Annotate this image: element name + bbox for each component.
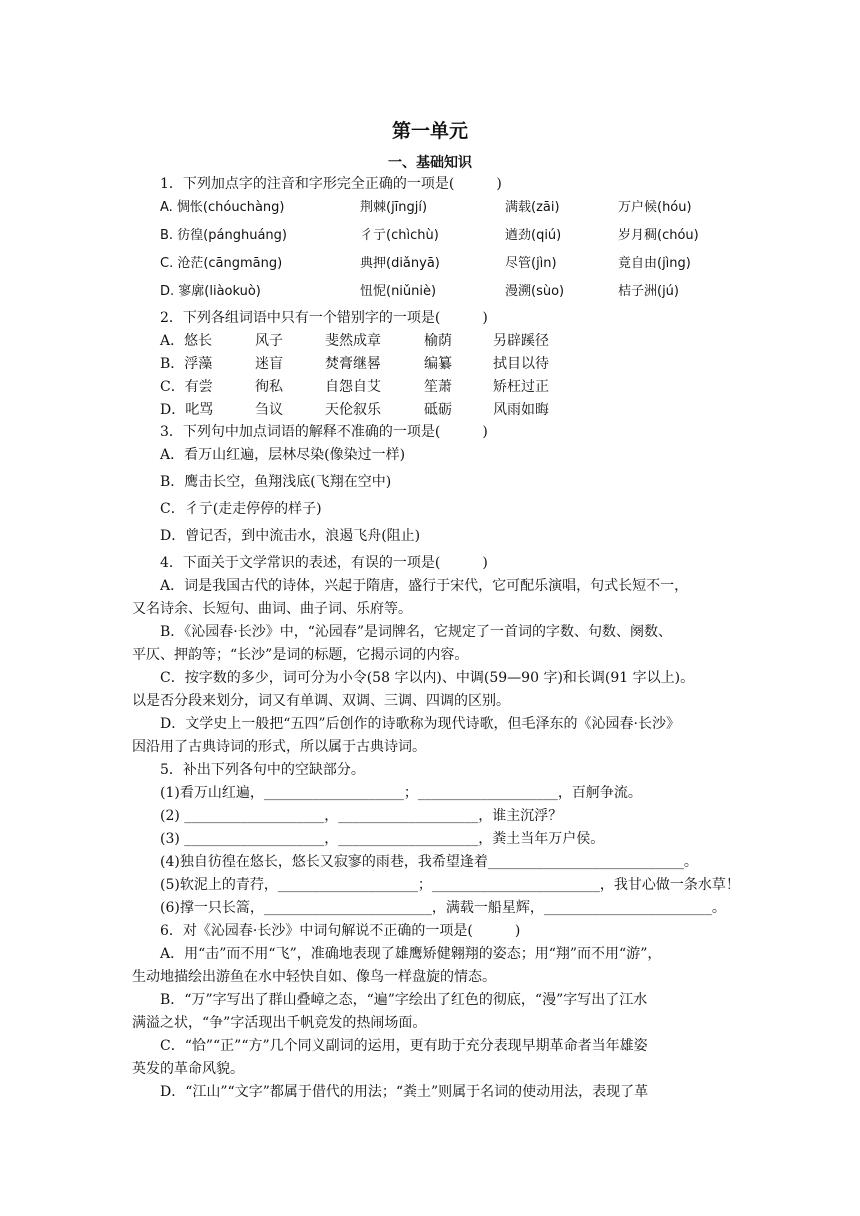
q3-option-c: C．彳亍(走走停停的样子) — [160, 501, 322, 517]
q4-option-d-line1: D．文学史上一般把“五四”后创作的诗歌称为现代诗歌，但毛泽东的《沁园春·长沙》 — [160, 716, 680, 732]
q4-option-a-line1: A．词是我国古代的诗体，兴起于隋唐，盛行于宋代，它可配乐演唱，句式长短不一， — [160, 578, 689, 594]
q3-option-a: A．看万山红遍，层林尽染(像染过一样) — [160, 447, 406, 463]
q6-option-a-line2: 生动地描绘出游鱼在水中轻快自如、像鸟一样盘旋的情态。 — [132, 969, 496, 985]
q4-option-b-line2: 平仄、押韵等；“长沙”是词的标题，它揭示词的内容。 — [132, 647, 469, 663]
q3-option-b: B．鹰击长空，鱼翔浅底(飞翔在空中) — [160, 474, 392, 490]
q6-option-c-line2: 英发的革命风貌。 — [132, 1061, 244, 1077]
q1-option-d: D. 寥廓(liàokuò) — [160, 284, 261, 299]
section-heading: 一、基础知识 — [388, 155, 472, 171]
q1-option-d-word4: 桔子洲(jú) — [618, 284, 679, 299]
q2-a-4: 榆荫 — [424, 333, 452, 349]
q4-option-c-line2: 以是否分段来划分，词又有单调、双调、三调、四调的区别。 — [132, 693, 510, 709]
q1-option-c-word2: 典押(diǎnyā) — [360, 256, 440, 271]
q1-option-c-word4: 竟自由(jìng) — [618, 256, 691, 271]
q6-option-b-line1: B．“万”字写出了群山叠嶂之态，“遍”字绘出了红色的彻底，“漫”字写出了江水 — [160, 992, 648, 1008]
q1-option-b-word3: 遒劲(qiú) — [505, 228, 562, 243]
q4-option-d-line2: 因沿用了古典诗词的形式，所以属于古典诗词。 — [132, 739, 426, 755]
q5-item-2: (2) ____________________，____________________，谁主沉浮？ — [160, 808, 563, 824]
q2-a-3: 斐然成章 — [325, 333, 381, 349]
q2-b-1: B．浮藻 — [160, 356, 213, 372]
q5-item-4: (4)独自彷徨在悠长，悠长又寂寥的雨巷，我希望逢着____________________________。 — [160, 854, 698, 870]
page-title: 第一单元 — [391, 120, 468, 142]
q2-d-1: D．叱骂 — [160, 402, 214, 418]
q1-option-d-word3: 漫溯(sùo) — [505, 284, 565, 299]
question-1-stem: 1．下列加点字的注音和字形完全正确的一项是( ) — [160, 176, 502, 192]
q1-option-d-word2: 忸怩(niǔniè) — [360, 284, 437, 299]
q5-item-3: (3) ____________________，____________________，粪土当年万户侯。 — [160, 831, 605, 847]
question-5-stem: 5．补出下列各句中的空缺部分。 — [160, 762, 365, 778]
q3-option-d: D．曾记否，到中流击水，浪遏飞舟(阻止) — [160, 528, 421, 544]
q2-b-2: 迷盲 — [255, 356, 283, 372]
q4-option-a-line2: 又名诗余、长短句、曲词、曲子词、乐府等。 — [132, 601, 412, 617]
q6-option-a-line1: A．用“击”而不用“飞”，准确地表现了雄鹰矫健翱翔的姿态；用“翔”而不用“游”， — [160, 946, 662, 962]
q1-option-b: B. 彷徨(pánghuáng) — [160, 228, 287, 243]
q1-option-c-word3: 尽管(jìn) — [505, 256, 557, 271]
q2-a-5: 另辟蹊径 — [493, 333, 549, 349]
q5-item-1: (1)看万山红遍，____________________；____________________，百舸争流。 — [160, 785, 642, 801]
question-4-stem: 4．下面关于文学常识的表述，有误的一项是( ) — [160, 555, 488, 571]
q2-c-3: 自怨自艾 — [325, 379, 381, 395]
q1-option-b-word4: 岁月稠(chóu) — [618, 228, 699, 243]
q1-option-a-word2: 荆棘(jīngjí) — [360, 200, 428, 215]
q2-b-3: 焚膏继晷 — [325, 356, 381, 372]
question-2-stem: 2．下列各组词语中只有一个错别字的一项是( ) — [160, 310, 488, 326]
q2-d-5: 风雨如晦 — [493, 402, 549, 418]
q2-d-2: 刍议 — [255, 402, 283, 418]
q2-b-4: 编纂 — [424, 356, 452, 372]
question-6-stem: 6．对《沁园春·长沙》中词句解说不正确的一项是( ) — [160, 923, 521, 939]
q6-option-d-line1: D．“江山”“文字”都属于借代的用法；“粪土”则属于名词的使动用法，表现了革 — [160, 1084, 649, 1100]
q6-option-b-line2: 满溢之状，“争”字活现出千帆竞发的热闹场面。 — [132, 1015, 427, 1031]
q1-option-b-word2: 彳亍(chìchù) — [360, 228, 439, 243]
q2-d-3: 天伦叙乐 — [325, 402, 381, 418]
q5-item-5: (5)软泥上的青荇，____________________；________________________，我甘心做一条水草！ — [160, 877, 740, 893]
q5-item-6: (6)撑一只长篙，________________________，满载一船星辉，________________________。 — [160, 900, 726, 916]
question-3-stem: 3．下列句中加点词语的解释不准确的一项是( ) — [160, 424, 488, 440]
q2-c-1: C．有尝 — [160, 379, 213, 395]
q2-a-2: 风子 — [255, 333, 283, 349]
q1-option-a: A. 惆怅(chóuchàng) — [160, 200, 285, 215]
q2-d-4: 砥砺 — [424, 402, 452, 418]
q2-c-5: 矫枉过正 — [493, 379, 549, 395]
q1-option-a-word3: 满载(zāi) — [505, 200, 560, 215]
q2-a-1: A．悠长 — [160, 333, 213, 349]
q2-c-4: 笙萧 — [424, 379, 452, 395]
q2-b-5: 拭目以待 — [493, 356, 549, 372]
q2-c-2: 徇私 — [255, 379, 283, 395]
q1-option-a-word4: 万户候(hóu) — [618, 200, 692, 215]
q4-option-b-line1: B．《沁园春·长沙》中，“沁园春”是词牌名，它规定了一首词的字数、句数、阕数、 — [160, 624, 673, 640]
q1-option-c: C. 沧茫(cāngmāng) — [160, 256, 283, 271]
q6-option-c-line1: C．“恰”“正”“方”几个同义副词的运用，更有助于充分表现早期革命者当年雄姿 — [160, 1038, 648, 1054]
q4-option-c-line1: C．按字数的多少，词可分为小令(58 字以内)、中调(59—90 字)和长调(91 字以上)。 — [160, 670, 695, 686]
